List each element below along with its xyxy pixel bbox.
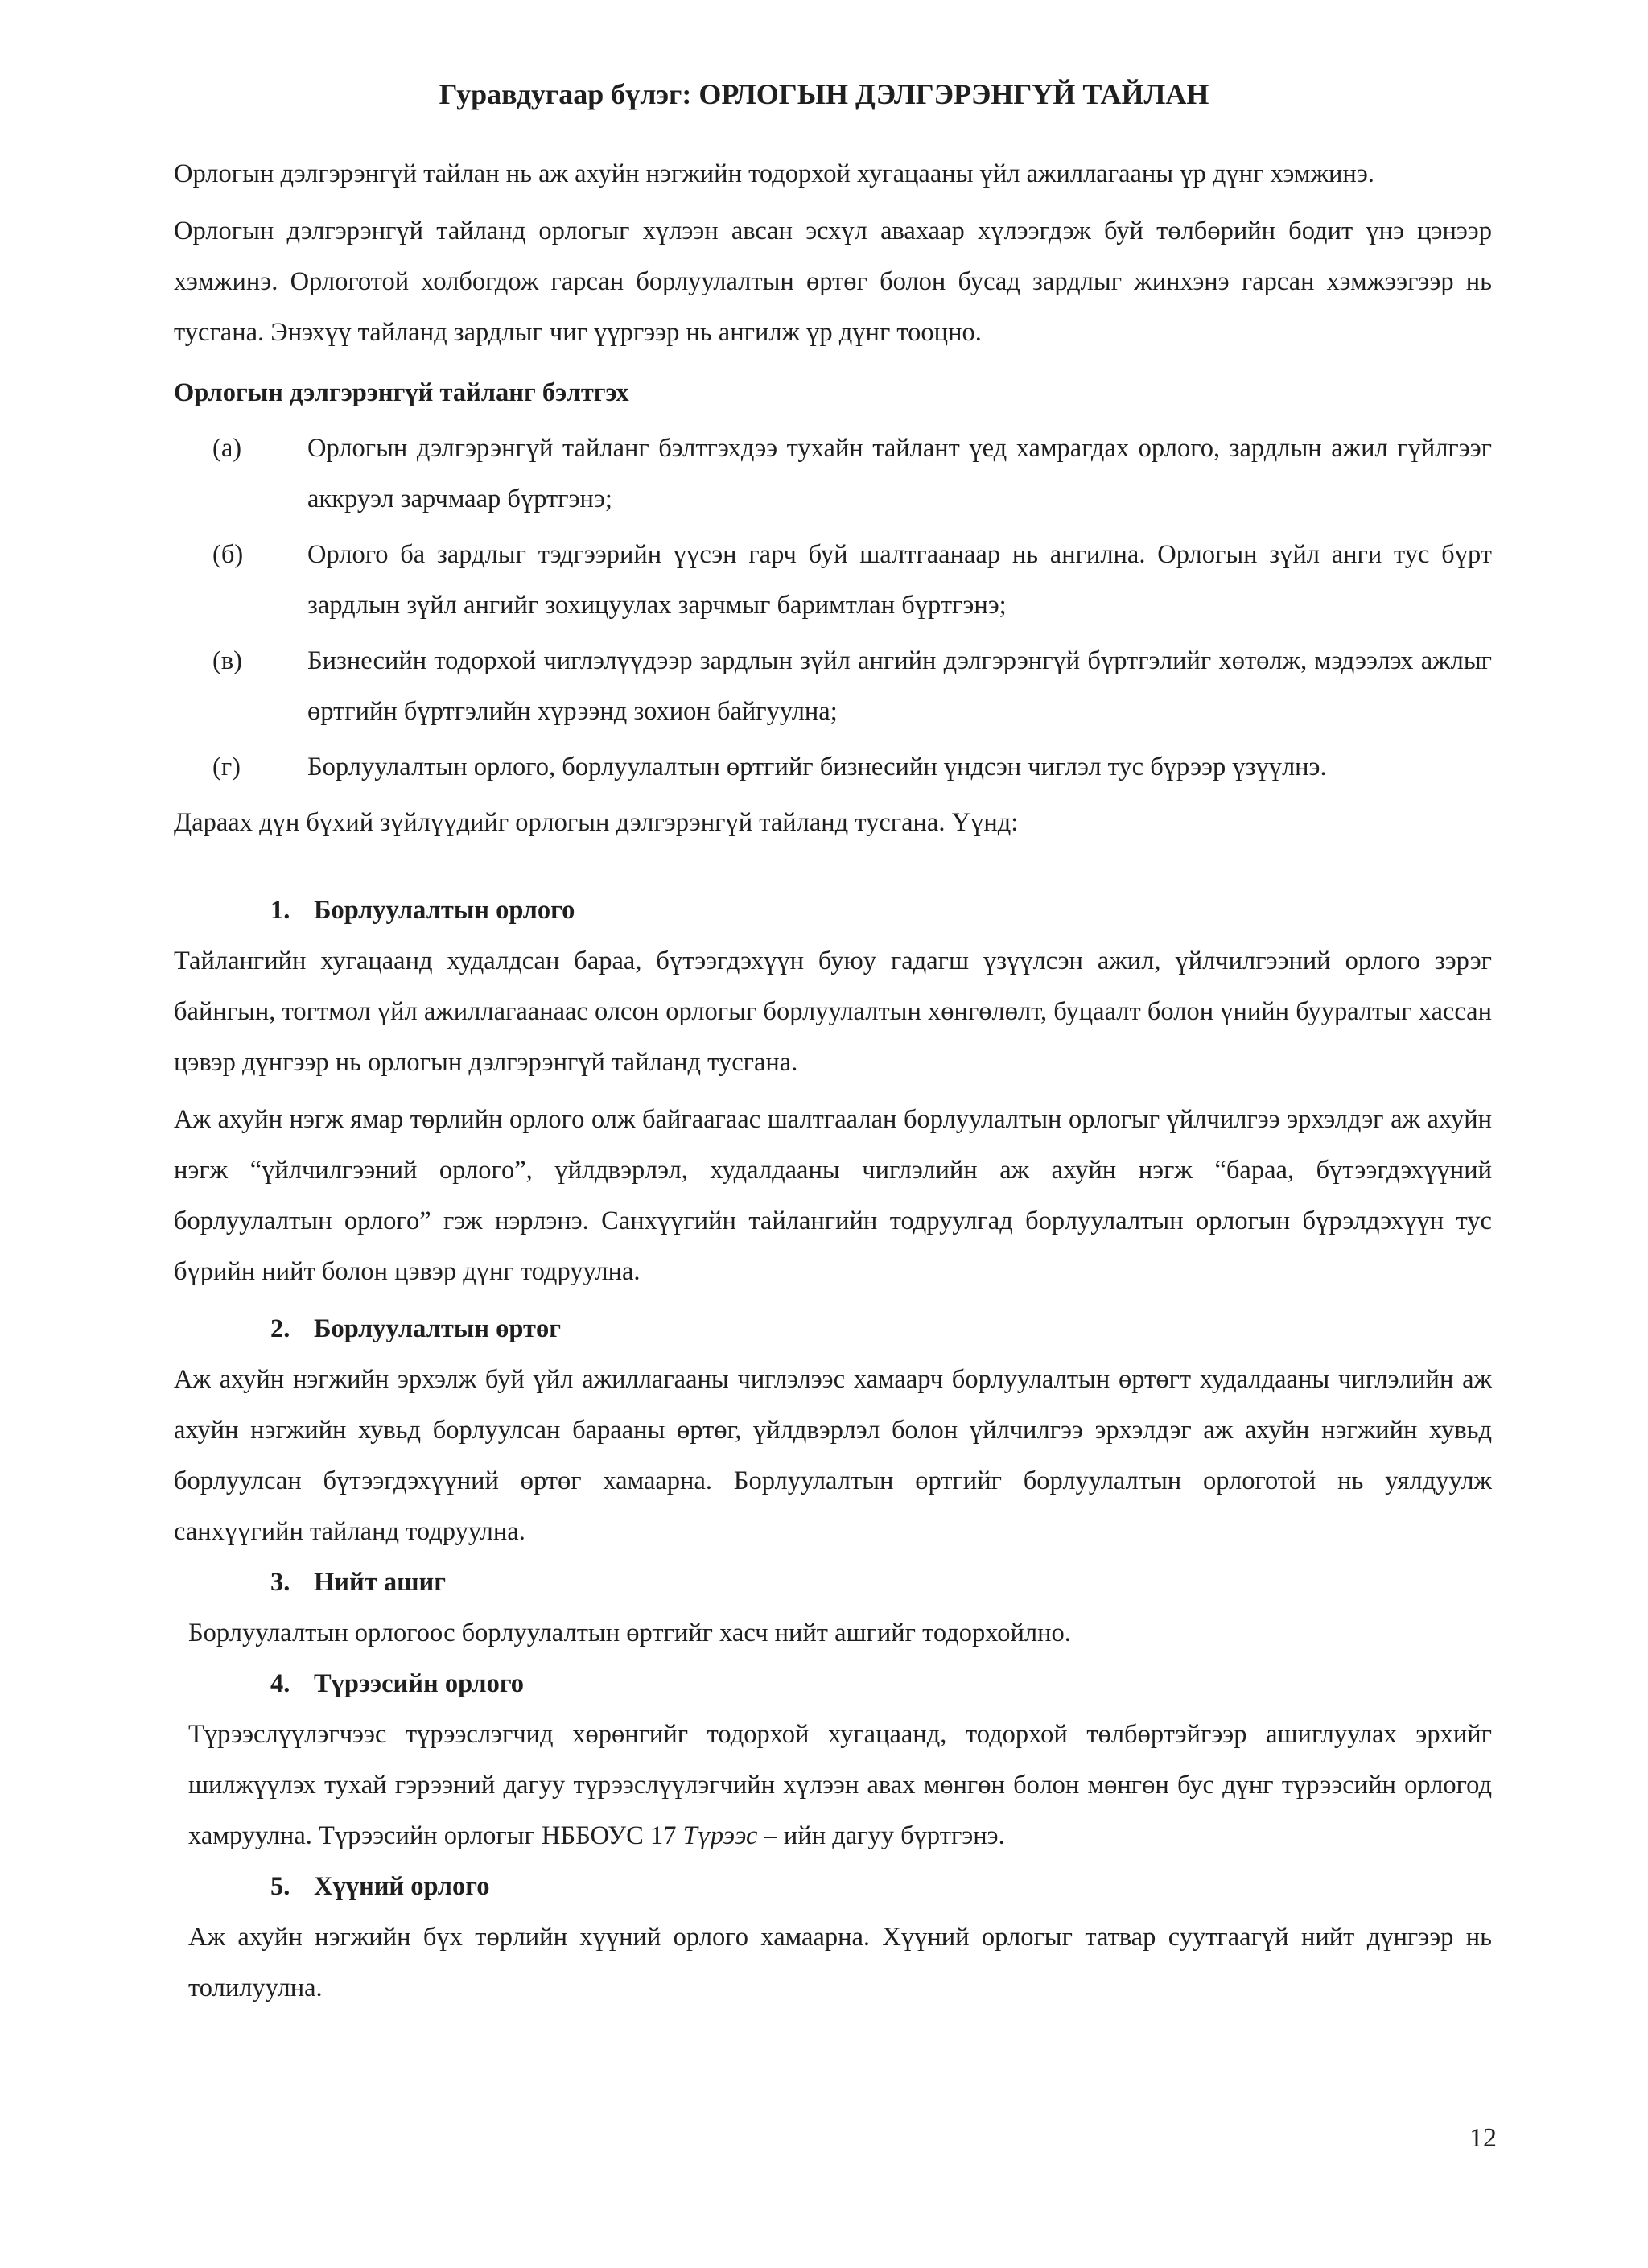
section-heading-3 <box>270 1557 1492 1608</box>
page-number: 12 <box>1469 2123 1497 2153</box>
section-heading-1 <box>270 885 1492 936</box>
section-title: Борлуулалтын өртөг <box>314 1314 561 1343</box>
list-item-text: Борлуулалтын орлого, борлуулалтын өртгийг бизнесийн үндсэн чиглэл тус бүрээр үзүүлнэ. <box>307 753 1327 781</box>
section-title: Хүүний орлого <box>314 1872 490 1901</box>
list-item-c <box>212 636 1492 737</box>
list-marker: (в) <box>212 646 242 675</box>
section-heading-5 <box>270 1862 1492 1912</box>
list-item-text: Бизнесийн тодорхой чиглэлүүдээр зардлын зүйл ангийн дэлгэрэнгүй бүртгэлийг хөтөлж, мэдээлэх ажлыг өртгийн бүртгэлийн хүрээнд зохион байгуулна; <box>307 646 1492 726</box>
section-number: 2. <box>270 1314 290 1343</box>
section-title: Түрээсийн орлого <box>314 1669 525 1698</box>
section-2-paragraph-1: Аж ахуйн нэгжийн эрхэлж буй үйл ажиллагааны чиглэлээс хамаарч борлуулалтын өртөгт худалдааны чиглэлийн аж ахуйн нэгжийн хувьд борлуулсан барааны өртөг, үйлдвэрлэл болон үйлчилгээ эрхэлдэг аж ахуйн нэгжийн хувьд борлуулсан бүтээгдэхүүний өртөг хамаарна. Борлуулалтын өртгийг борлуулалтын орлоготой нь уялдуулж санхүүгийн тайланд тодруулна. <box>174 1365 1492 1546</box>
section-title: Борлуулалтын орлого <box>314 896 575 925</box>
section-title: Нийт ашиг <box>314 1568 446 1597</box>
list-marker: (г) <box>212 753 241 781</box>
list-item-b <box>212 530 1492 631</box>
section-number: 1. <box>270 896 290 925</box>
list-item-text: Орлогын дэлгэрэнгүй тайланг бэлтгэхдээ тухайн тайлант үед хамрагдах орлого, зардлын ажил гүйлгээг аккруэл зарчмаар бүртгэнэ; <box>307 434 1492 513</box>
section-heading-4 <box>270 1659 1492 1709</box>
section-4-paragraph-1 <box>174 1709 1492 1862</box>
list-marker: (б) <box>212 540 244 569</box>
prep-heading: Орлогын дэлгэрэнгүй тайланг бэлтгэх <box>174 378 629 407</box>
intro-paragraph-2: Орлогын дэлгэрэнгүй тайланд орлогыг хүлээн авсан эсхүл авахаар хүлээгдэж буй төлбөрийн бодит үнэ цэнээр хэмжинэ. Орлоготой холбогдож гарсан борлуулалтын өртөг болон бусад зардлыг жинхэнэ гарсан хэмжээгээр нь тусгана. Энэхүү тайланд зардлыг чиг үүргээр нь ангилж үр дүнг тооцно. <box>174 216 1492 347</box>
section-1-paragraph-2: Аж ахуйн нэгж ямар төрлийн орлого олж байгаагаас шалтгаалан борлуулалтын орлогыг үйлчилгээ эрхэлдэг аж ахуйн нэгж “үйлчилгээний орлого”, үйлдвэрлэл, худалдааны чиглэлийн аж ахуйн нэгж “бараа, бүтээгдэхүүний борлуулалтын орлого” гэж нэрлэнэ. Санхүүгийн тайлангийн тодруулгад борлуулалтын орлогын бүрэлдэхүүн тус бүрийн нийт болон цэвэр дүнг тодруулна. <box>174 1105 1492 1286</box>
section-4-text-italic: Түрээс <box>682 1821 758 1850</box>
section-number: 4. <box>270 1669 290 1698</box>
section-number: 3. <box>270 1568 290 1597</box>
section-3-paragraph-1: Борлуулалтын орлогоос борлуулалтын өртгийг хасч нийт ашгийг тодорхойлно. <box>188 1619 1071 1647</box>
section-4-text-after: – ийн дагуу бүртгэнэ. <box>757 1821 1005 1850</box>
section-4-text-before: Түрээслүүлэгчээс түрээслэгчид хөрөнгийг тодорхой хугацаанд, тодорхой төлбөртэйгээр ашиглуулах эрхийг шилжүүлэх тухай гэрээний дагуу түрээслүүлэгчийн хүлээн авах мөнгөн болон мөнгөн бус дүнг түрээсийн орлогод хамруулна. Түрээсийн орлогыг НББОУС 17 <box>188 1720 1492 1850</box>
list-item-text: Орлого ба зардлыг тэдгээрийн үүсэн гарч буй шалтгаанаар нь ангилна. Орлогын зүйл анги тус бүрт зардлын зүйл ангийг зохицуулах зарчмыг баримтлан бүртгэнэ; <box>307 540 1492 620</box>
intro-paragraph-1: Орлогын дэлгэрэнгүй тайлан нь аж ахуйн нэгжийн тодорхой хугацааны үйл ажиллагааны үр дүнг хэмжинэ. <box>174 159 1374 188</box>
list-item-a <box>212 423 1492 525</box>
section-1-paragraph-1: Тайлангийн хугацаанд худалдсан бараа, бүтээгдэхүүн буюу гадагш үзүүлсэн ажил, үйлчилгээний орлого зэрэг байнгын, тогтмол үйл ажиллагаанаас олсон орлогыг борлуулалтын хөнгөлөлт, буцаалт болон үнийн бууралтыг хассан цэвэр дүнгээр нь орлогын дэлгэрэнгүй тайланд тусгана. <box>174 946 1492 1077</box>
list-marker: (а) <box>212 434 242 463</box>
section-heading-2 <box>270 1304 1492 1355</box>
section-5-paragraph-1: Аж ахуйн нэгжийн бүх төрлийн хүүний орлого хамаарна. Хүүний орлогыг татвар суутгаагүй нийт дүнгээр нь толилуулна. <box>188 1923 1492 2002</box>
document-body <box>174 149 1492 2014</box>
section-number: 5. <box>270 1872 290 1901</box>
page-title: Гуравдугаар бүлэг: ОРЛОГЫН ДЭЛГЭРЭНГҮЙ ТАЙЛАН <box>439 78 1209 110</box>
list-item-d <box>212 742 1492 793</box>
lead-in-paragraph: Дараах дүн бүхий зүйлүүдийг орлогын дэлгэрэнгүй тайланд тусгана. Үүнд: <box>174 808 1019 837</box>
